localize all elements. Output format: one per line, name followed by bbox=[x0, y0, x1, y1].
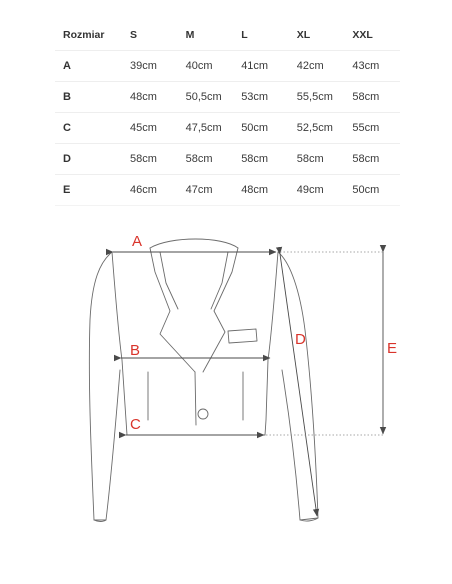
row-label: E bbox=[55, 175, 122, 206]
table-cell: 41cm bbox=[233, 51, 289, 82]
collar-back bbox=[150, 239, 238, 248]
table-cell: 46cm bbox=[122, 175, 178, 206]
table-cell: 58cm bbox=[233, 144, 289, 175]
table-cell: 58cm bbox=[289, 144, 345, 175]
table-cell: 48cm bbox=[233, 175, 289, 206]
jacket-body-right-edge bbox=[265, 252, 278, 435]
label-e: E bbox=[387, 340, 398, 357]
table-cell: 42cm bbox=[289, 51, 345, 82]
table-cell: 55cm bbox=[344, 113, 400, 144]
table-cell: 58cm bbox=[122, 144, 178, 175]
table-cell: 39cm bbox=[122, 51, 178, 82]
size-header-s: S bbox=[122, 20, 178, 51]
table-cell: 47cm bbox=[178, 175, 234, 206]
label-c: C bbox=[130, 416, 141, 433]
table-cell: 40cm bbox=[178, 51, 234, 82]
right-lapel-inner bbox=[211, 252, 228, 309]
row-label: C bbox=[55, 113, 122, 144]
table-cell: 52,5cm bbox=[289, 113, 345, 144]
right-lapel bbox=[203, 248, 238, 372]
row-label: A bbox=[55, 51, 122, 82]
table-cell: 58cm bbox=[344, 144, 400, 175]
table-cell: 55,5cm bbox=[289, 82, 345, 113]
measurement-lines bbox=[113, 252, 383, 516]
measurement-labels bbox=[130, 233, 397, 433]
size-header-xl: XL bbox=[289, 20, 345, 51]
label-a: A bbox=[132, 233, 143, 250]
table-cell: 50,5cm bbox=[178, 82, 234, 113]
size-table-corner-header: Rozmiar bbox=[55, 20, 122, 51]
table-cell: 49cm bbox=[289, 175, 345, 206]
left-lapel bbox=[150, 248, 195, 372]
label-d: D bbox=[295, 331, 306, 348]
row-label: D bbox=[55, 144, 122, 175]
table-cell: 47,5cm bbox=[178, 113, 234, 144]
table-cell: 48cm bbox=[122, 82, 178, 113]
table-cell: 53cm bbox=[233, 82, 289, 113]
jacket-body-left-edge bbox=[112, 252, 127, 435]
breast-pocket bbox=[228, 329, 257, 343]
table-cell: 45cm bbox=[122, 113, 178, 144]
table-cell: 50cm bbox=[344, 175, 400, 206]
size-header-l: L bbox=[233, 20, 289, 51]
table-cell: 58cm bbox=[178, 144, 234, 175]
front-button bbox=[198, 409, 208, 419]
front-opening bbox=[195, 372, 196, 425]
table-cell: 43cm bbox=[344, 51, 400, 82]
table-cell: 50cm bbox=[233, 113, 289, 144]
left-lapel-inner bbox=[160, 252, 178, 309]
size-header-m: M bbox=[178, 20, 234, 51]
row-label: B bbox=[55, 82, 122, 113]
size-header-xxl: XXL bbox=[344, 20, 400, 51]
label-b: B bbox=[130, 342, 141, 359]
table-cell: 58cm bbox=[344, 82, 400, 113]
